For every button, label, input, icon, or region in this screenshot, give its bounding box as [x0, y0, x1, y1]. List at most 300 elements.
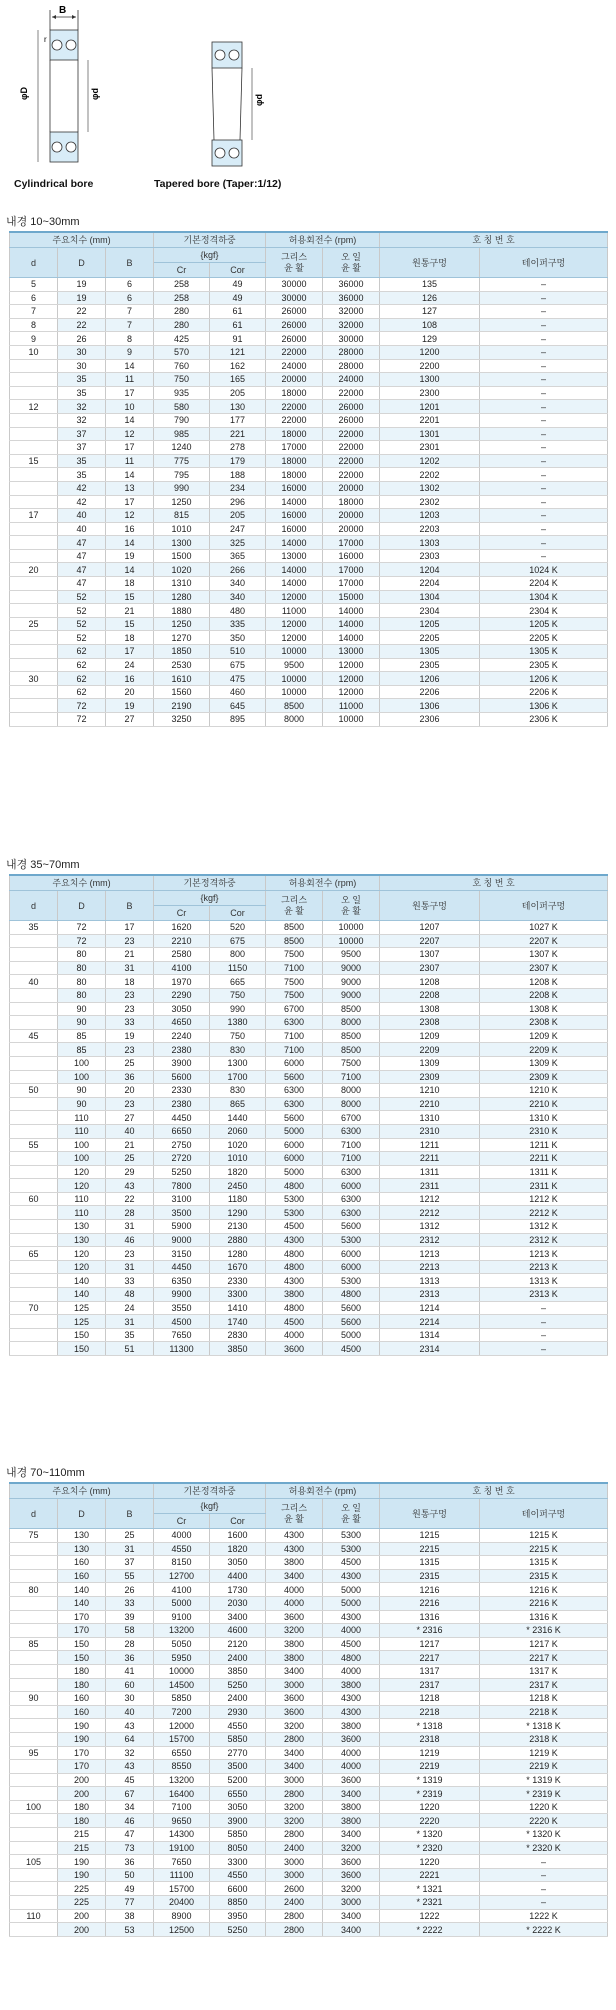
table-cell: 1880 [154, 604, 210, 618]
table-cell: 14 [106, 359, 154, 373]
table-row [10, 563, 608, 577]
table-cell: 1305 K [480, 645, 608, 659]
table-cell: 5850 [154, 1692, 210, 1706]
table-cell: 340 [210, 590, 266, 604]
table-row [10, 1855, 608, 1869]
table-row [10, 961, 608, 975]
table-cell [10, 1678, 58, 1692]
table-cell: 19 [58, 278, 106, 292]
table-cell: 645 [210, 699, 266, 713]
table-cell: 62 [58, 685, 106, 699]
table-cell: * 1320 [380, 1828, 480, 1842]
table-cell: 6300 [323, 1165, 380, 1179]
table-cell: 170 [58, 1746, 106, 1760]
table-cell: 2221 [380, 1868, 480, 1882]
table-cell: 9000 [154, 1233, 210, 1247]
table-cell: 36 [106, 1070, 154, 1084]
table-cell: 9500 [266, 658, 323, 672]
table-cell: 21 [106, 604, 154, 618]
table-cell: 2380 [154, 1097, 210, 1111]
table-cell: 510 [210, 645, 266, 659]
table-cell: 17000 [323, 536, 380, 550]
table-cell: 6650 [154, 1124, 210, 1138]
table-cell: 10 [106, 400, 154, 414]
table-cell: 1216 K [480, 1583, 608, 1597]
table-cell: 3150 [154, 1247, 210, 1261]
table-cell: 16 [106, 522, 154, 536]
table-cell [10, 373, 58, 387]
bearing-spec-table [9, 231, 608, 727]
table-cell: * 2320 K [480, 1841, 608, 1855]
table-cell: – [480, 1896, 608, 1910]
cylindrical-bore-caption: Cylindrical bore [14, 178, 94, 190]
table-cell: 150 [58, 1651, 106, 1665]
table-cell: 30 [10, 672, 58, 686]
table-cell: 1820 [210, 1542, 266, 1556]
table-cell: 5000 [323, 1596, 380, 1610]
table-cell: 2190 [154, 699, 210, 713]
table-cell: 215 [58, 1841, 106, 1855]
table-row [10, 1760, 608, 1774]
table-cell: 2212 [380, 1206, 480, 1220]
table-cell: 1314 [380, 1328, 480, 1342]
table-row [10, 672, 608, 686]
table-cell: 4000 [266, 1596, 323, 1610]
table-cell: 1200 [380, 345, 480, 359]
table-cell: 3400 [323, 1909, 380, 1923]
table-cell: 1820 [210, 1165, 266, 1179]
table-cell: 795 [154, 468, 210, 482]
table-cell: 3600 [323, 1868, 380, 1882]
table-row [10, 1719, 608, 1733]
table-cell: * 2321 [380, 1896, 480, 1910]
header-grease: 그리스 윤 활 [266, 1499, 323, 1529]
table-cell: 2218 [380, 1705, 480, 1719]
table-cell [10, 1043, 58, 1057]
table-cell: 2400 [266, 1841, 323, 1855]
table-cell [10, 1624, 58, 1638]
table-cell: 61 [210, 318, 266, 332]
table-cell: 30 [58, 345, 106, 359]
table-cell: 750 [210, 1029, 266, 1043]
table-cell: 800 [210, 948, 266, 962]
table-cell: 10000 [323, 713, 380, 727]
table-cell: 26 [58, 332, 106, 346]
table-cell: 7100 [154, 1800, 210, 1814]
table-cell: 4000 [323, 1746, 380, 1760]
table-cell: 3400 [266, 1569, 323, 1583]
table-cell: 46 [106, 1233, 154, 1247]
table-cell: 126 [380, 291, 480, 305]
table-cell: 8850 [210, 1896, 266, 1910]
table-cell: 32 [58, 400, 106, 414]
table-cell: 150 [58, 1328, 106, 1342]
table-cell: 100 [58, 1138, 106, 1152]
table-cell: 4450 [154, 1260, 210, 1274]
table-cell: 475 [210, 672, 266, 686]
table-cell: 121 [210, 345, 266, 359]
table-cell: 2217 K [480, 1651, 608, 1665]
table-cell: 35 [106, 1328, 154, 1342]
table-row [10, 645, 608, 659]
table-cell: – [480, 386, 608, 400]
table-cell: 1311 K [480, 1165, 608, 1179]
table-cell: 5000 [266, 1124, 323, 1138]
table-cell: 815 [154, 509, 210, 523]
header-load-unit: {kgf} [154, 248, 266, 263]
table-cell: 33 [106, 1596, 154, 1610]
table-cell: 10000 [266, 645, 323, 659]
header-d: d [10, 1499, 58, 1529]
table-row [10, 1124, 608, 1138]
table-cell: 6300 [323, 1124, 380, 1138]
table-cell: 1304 K [480, 590, 608, 604]
header-cor: Cor [210, 1514, 266, 1529]
table-cell: 20 [106, 1084, 154, 1098]
table-cell: 37 [106, 1556, 154, 1570]
header-outer-d: D [58, 891, 106, 921]
table-cell: – [480, 468, 608, 482]
table-cell: 1970 [154, 975, 210, 989]
table-row [10, 1301, 608, 1315]
table-cell: 85 [58, 1043, 106, 1057]
table-cell: 140 [58, 1288, 106, 1302]
table-cell: 2400 [266, 1896, 323, 1910]
table-cell: 22000 [266, 400, 323, 414]
table-row [10, 1165, 608, 1179]
table-cell: 2216 K [480, 1596, 608, 1610]
header-main-dimensions: 주요치수 (mm) [10, 232, 154, 248]
table-row [10, 1206, 608, 1220]
table-cell: 1315 K [480, 1556, 608, 1570]
table-cell: 2218 K [480, 1705, 608, 1719]
table-cell: 12000 [323, 658, 380, 672]
table-cell: 90 [10, 1692, 58, 1706]
table-cell: 29 [106, 1165, 154, 1179]
table-cell: 1308 [380, 1002, 480, 1016]
header-load-rating: 기본정격하중 [154, 875, 266, 891]
table-cell: * 2319 [380, 1787, 480, 1801]
header-cylindrical-bore: 원통구멍 [380, 891, 480, 921]
table-cell: 40 [10, 975, 58, 989]
header-oil: 오 일 윤 활 [323, 1499, 380, 1529]
table-cell: 140 [58, 1596, 106, 1610]
table-row [10, 1529, 608, 1543]
table-cell [10, 1923, 58, 1937]
table-cell: – [480, 1328, 608, 1342]
table-cell: 750 [154, 373, 210, 387]
dim-r-label: r [44, 35, 47, 44]
table-cell: 1215 [380, 1529, 480, 1543]
table-cell [10, 699, 58, 713]
table-cell: 17 [106, 921, 154, 935]
table-cell: 21 [106, 1138, 154, 1152]
table-row [10, 1692, 608, 1706]
table-cell: 3800 [323, 1719, 380, 1733]
table-cell: 830 [210, 1084, 266, 1098]
table-cell: 110 [58, 1192, 106, 1206]
table-cell: 1410 [210, 1301, 266, 1315]
table-cell: 38 [106, 1909, 154, 1923]
table-cell: 23 [106, 1002, 154, 1016]
table-row [10, 1315, 608, 1329]
table-cell: 11 [106, 373, 154, 387]
table-cell [10, 1828, 58, 1842]
table-cell: 665 [210, 975, 266, 989]
table-cell: 5300 [323, 1529, 380, 1543]
table-cell: 3200 [323, 1841, 380, 1855]
header-width-b: B [106, 891, 154, 921]
table-cell: 20 [106, 685, 154, 699]
table-cell: 2214 [380, 1315, 480, 1329]
table-cell: 3000 [266, 1855, 323, 1869]
table-cell: 570 [154, 345, 210, 359]
table-cell: 125 [58, 1301, 106, 1315]
table-cell: 1380 [210, 1016, 266, 1030]
table-cell: 6000 [266, 1056, 323, 1070]
table-cell: 2219 K [480, 1760, 608, 1774]
table-cell: 12 [106, 509, 154, 523]
table-cell: 266 [210, 563, 266, 577]
table-cell: 10000 [266, 672, 323, 686]
table-cell: 90 [58, 1097, 106, 1111]
table-cell: 14 [106, 563, 154, 577]
table-cell: 16000 [323, 549, 380, 563]
table-cell: 8000 [266, 713, 323, 727]
table-cell: 480 [210, 604, 266, 618]
table-cell: 17 [106, 441, 154, 455]
table-cell: 2310 K [480, 1124, 608, 1138]
table-cell: 21 [106, 948, 154, 962]
table-cell: 14000 [266, 577, 323, 591]
table-cell: 20000 [266, 373, 323, 387]
table-cell: 2030 [210, 1596, 266, 1610]
table-cell: 90 [58, 1016, 106, 1030]
table-cell: 3800 [323, 1678, 380, 1692]
table-cell: 2220 [380, 1814, 480, 1828]
table-cell: 23 [106, 934, 154, 948]
table-cell: 5300 [266, 1192, 323, 1206]
table-cell: 52 [58, 590, 106, 604]
table-cell: – [480, 318, 608, 332]
table-cell: 30 [106, 1692, 154, 1706]
table-cell: 2930 [210, 1705, 266, 1719]
table-cell: 7100 [266, 1029, 323, 1043]
table-cell [10, 1124, 58, 1138]
table-cell: 48 [106, 1288, 154, 1302]
table-cell: 24 [106, 658, 154, 672]
table-cell: 40 [58, 522, 106, 536]
table-cell: 1209 K [480, 1029, 608, 1043]
table-cell: * 1319 K [480, 1773, 608, 1787]
table-cell: 2209 K [480, 1043, 608, 1057]
table-row [10, 400, 608, 414]
table-cell: 280 [154, 318, 210, 332]
table-cell: 12500 [154, 1923, 210, 1937]
table-cell: 2318 [380, 1732, 480, 1746]
table-cell: 2217 [380, 1651, 480, 1665]
header-designation: 호 칭 번 호 [380, 232, 608, 248]
table-cell: 120 [58, 1247, 106, 1261]
table-cell: 4800 [266, 1247, 323, 1261]
table-cell: 2304 [380, 604, 480, 618]
table-cell: 205 [210, 509, 266, 523]
table-row [10, 1814, 608, 1828]
table-cell: 170 [58, 1624, 106, 1638]
table-cell: 18000 [266, 427, 323, 441]
table-cell: 108 [380, 318, 480, 332]
table-cell: 12000 [266, 590, 323, 604]
table-cell: 70 [10, 1301, 58, 1315]
section-title: 내경 35~70mm [6, 859, 80, 871]
table-cell: 4000 [323, 1664, 380, 1678]
table-cell: 2308 [380, 1016, 480, 1030]
table-cell: 1308 K [480, 1002, 608, 1016]
table-cell [10, 1664, 58, 1678]
table-row [10, 1596, 608, 1610]
table-cell: 3500 [154, 1206, 210, 1220]
table-cell: 35 [58, 373, 106, 387]
table-cell: 10 [10, 345, 58, 359]
table-cell [10, 1152, 58, 1166]
table-row [10, 1705, 608, 1719]
table-cell: 17 [10, 509, 58, 523]
table-cell: 12700 [154, 1569, 210, 1583]
table-cell: 190 [58, 1868, 106, 1882]
table-cell: 80 [58, 988, 106, 1002]
table-cell: 60 [10, 1192, 58, 1206]
table-cell: 3900 [154, 1056, 210, 1070]
table-cell: – [480, 291, 608, 305]
table-cell: * 2320 [380, 1841, 480, 1855]
table-row [10, 318, 608, 332]
table-cell: 6300 [266, 1084, 323, 1098]
table-cell: 190 [58, 1732, 106, 1746]
table-cell [10, 427, 58, 441]
table-cell: 55 [106, 1569, 154, 1583]
table-cell: * 1321 [380, 1882, 480, 1896]
table-row [10, 685, 608, 699]
table-row [10, 536, 608, 550]
table-cell: 13 [106, 481, 154, 495]
table-cell: 6700 [323, 1111, 380, 1125]
table-cell: 3850 [210, 1342, 266, 1356]
table-cell: 335 [210, 617, 266, 631]
table-cell: 7500 [266, 975, 323, 989]
table-cell: 2770 [210, 1746, 266, 1760]
table-cell: 180 [58, 1664, 106, 1678]
table-cell: – [480, 509, 608, 523]
table-cell: 17 [106, 645, 154, 659]
table-cell: 2215 K [480, 1542, 608, 1556]
table-cell: 2216 [380, 1596, 480, 1610]
table-cell: 1020 [154, 563, 210, 577]
table-row [10, 1637, 608, 1651]
table-cell: 2210 [380, 1097, 480, 1111]
table-cell: – [480, 345, 608, 359]
table-row [10, 577, 608, 591]
table-cell: 19100 [154, 1841, 210, 1855]
table-cell: 25 [10, 617, 58, 631]
table-cell: 2302 [380, 495, 480, 509]
table-cell: 2312 [380, 1233, 480, 1247]
table-cell: 52 [58, 604, 106, 618]
table-cell [10, 481, 58, 495]
table-cell: 1212 [380, 1192, 480, 1206]
table-cell: 4300 [323, 1692, 380, 1706]
table-cell [10, 1002, 58, 1016]
table-cell [10, 1569, 58, 1583]
table-cell: 5600 [323, 1315, 380, 1329]
table-cell: 365 [210, 549, 266, 563]
table-cell [10, 1542, 58, 1556]
table-cell: 15 [106, 617, 154, 631]
table-cell: 4800 [323, 1651, 380, 1665]
table-cell: 18 [106, 577, 154, 591]
table-cell [10, 522, 58, 536]
table-cell: – [480, 481, 608, 495]
table-cell: 22 [106, 1192, 154, 1206]
table-cell: 3400 [323, 1787, 380, 1801]
table-row [10, 549, 608, 563]
table-cell: 34 [106, 1800, 154, 1814]
table-row [10, 386, 608, 400]
table-cell: 6000 [323, 1179, 380, 1193]
table-cell: 3800 [266, 1651, 323, 1665]
table-cell: 14000 [266, 536, 323, 550]
table-cell: – [480, 1882, 608, 1896]
table-cell: 1210 K [480, 1084, 608, 1098]
table-cell: 7800 [154, 1179, 210, 1193]
table-cell: 4300 [266, 1542, 323, 1556]
table-cell [10, 713, 58, 727]
table-cell: 340 [210, 577, 266, 591]
table-cell: 43 [106, 1719, 154, 1733]
table-row [10, 921, 608, 935]
table-cell: 2206 K [480, 685, 608, 699]
table-cell: 2580 [154, 948, 210, 962]
table-cell: – [480, 495, 608, 509]
table-cell: 1301 [380, 427, 480, 441]
header-width-b: B [106, 1499, 154, 1529]
table-cell: 3300 [210, 1855, 266, 1869]
table-cell: 10000 [154, 1664, 210, 1678]
table-cell: 8900 [154, 1909, 210, 1923]
table-cell [10, 948, 58, 962]
table-cell: 72 [58, 713, 106, 727]
table-cell: 1211 [380, 1138, 480, 1152]
table-cell: 13000 [266, 549, 323, 563]
table-cell: 2211 [380, 1152, 480, 1166]
dim-b-label: B [59, 5, 67, 16]
table-cell: – [480, 1855, 608, 1869]
table-cell: * 1318 [380, 1719, 480, 1733]
table-cell: 100 [58, 1070, 106, 1084]
table-cell: 2880 [210, 1233, 266, 1247]
table-row [10, 1179, 608, 1193]
table-cell: 9000 [323, 988, 380, 1002]
table-cell [10, 631, 58, 645]
table-cell: 100 [10, 1800, 58, 1814]
table-cell: 130 [58, 1233, 106, 1247]
table-cell: 45 [10, 1029, 58, 1043]
table-row [10, 1569, 608, 1583]
table-cell: 1270 [154, 631, 210, 645]
table-cell: 31 [106, 1260, 154, 1274]
table-cell [10, 359, 58, 373]
table-cell: 1300 [210, 1056, 266, 1070]
table-row [10, 495, 608, 509]
